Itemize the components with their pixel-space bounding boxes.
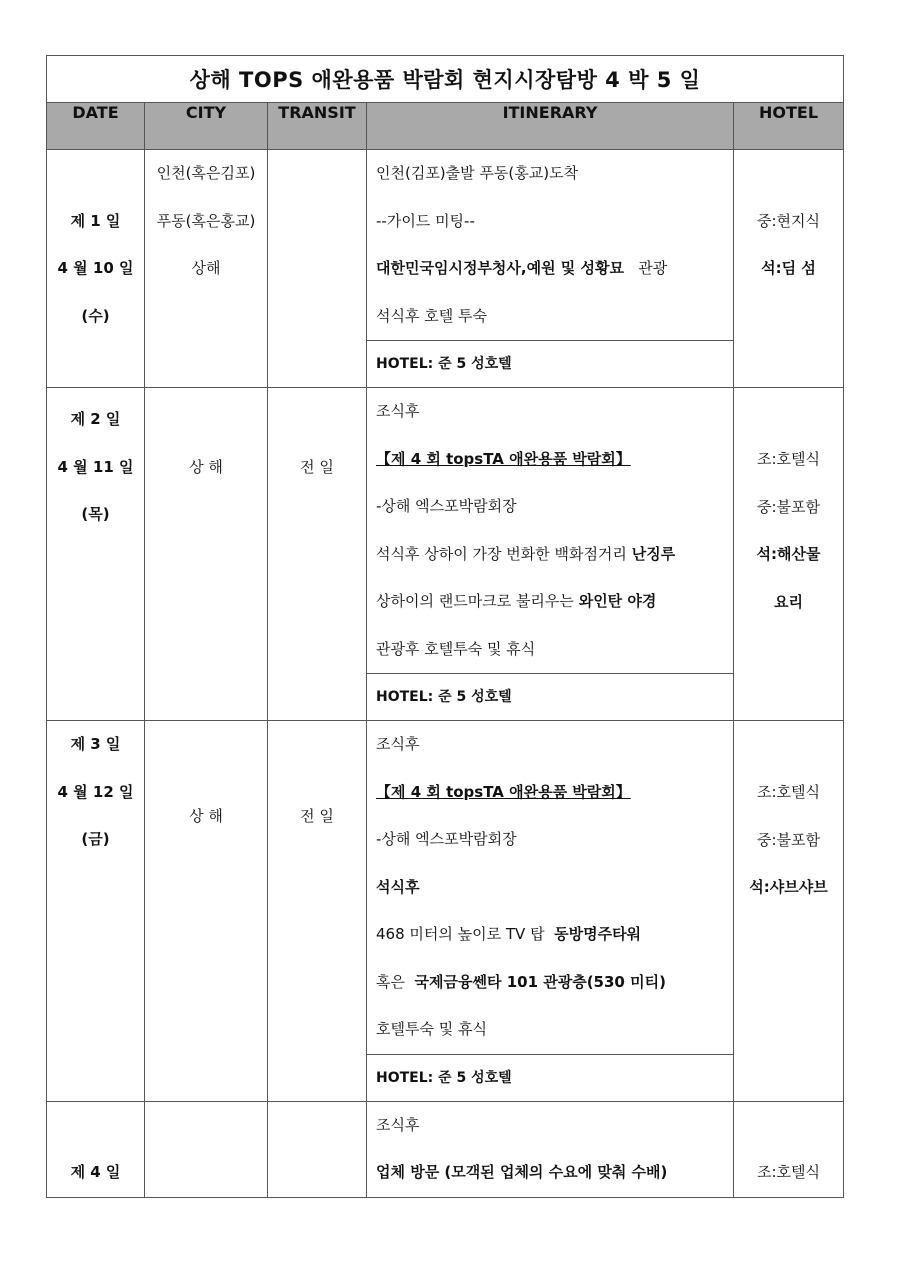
day-4-meals: 조:호텔식 [734, 1101, 844, 1197]
header-row [47, 103, 844, 150]
day-1-itinerary: 인천(김포)출발 푸동(홍교)도착 --가이드 미팅-- 대한민국임시정부청사,예원 및 성황묘 관광 석식후 호텔 투숙 [367, 150, 734, 341]
day-2-hotel-line: HOTEL: 준 5 성호텔 [367, 674, 734, 721]
day-3-meals: 조:호텔식 중:불포함 석:샤브샤브 [734, 721, 844, 1102]
day-2-row [47, 388, 844, 674]
day-1-city: 인천(혹은김포) 푸동(혹은홍교) 상해 [145, 150, 268, 388]
day-3-hotel-line: HOTEL: 준 5 성호텔 [367, 1054, 734, 1101]
day-2-city: 상 해 [145, 388, 268, 721]
day-3-city: 상 해 [145, 721, 268, 1102]
page-title: 상해 TOPS 애완용품 박람회 현지시장탐방 4 박 5 일 [47, 56, 844, 103]
header-itinerary: ITINERARY [367, 103, 734, 150]
day-1-row [47, 150, 844, 341]
day-4-city [145, 1101, 268, 1197]
header-hotel: HOTEL [734, 103, 844, 150]
day-4-date [47, 1101, 145, 1197]
day-3-date [47, 721, 145, 1102]
header-city: CITY [145, 103, 268, 150]
day-2-date-text: 4 월 11 일 [57, 457, 134, 476]
day-1-hotel-line: HOTEL: 준 5 성호텔 [367, 341, 734, 388]
itinerary-table [46, 55, 844, 1198]
day-4-transit [268, 1101, 367, 1197]
day-4-itinerary: 조식후 업체 방문 (모객된 업체의 수요에 맞춰 수배) [367, 1101, 734, 1197]
day-3-weekday: (금) [81, 830, 110, 848]
day-1-date-text: 4 월 10 일 [57, 259, 134, 277]
day-4-row [47, 1101, 844, 1197]
day-4-label: 제 4 일 [70, 1163, 121, 1181]
day-1-label: 제 1 일 [70, 211, 121, 230]
day-1-transit [268, 150, 367, 388]
day-3-date-text: 4 월 12 일 [57, 782, 134, 801]
day-2-date [47, 388, 145, 721]
day-2-transit: 전 일 [268, 388, 367, 721]
day-2-weekday: (목) [81, 505, 110, 523]
header-date: DATE [47, 103, 145, 150]
day-3-transit: 전 일 [268, 721, 367, 1102]
header-transit: TRANSIT [268, 103, 367, 150]
day-2-itinerary: 조식후 【제 4 회 topsTA 애완용품 박람회】 -상해 엑스포박람회장 석식후 상하이 가장 번화한 백화점거리 난징루 상하이의 랜드마크로 불리우는 와인탄 야경 관광후 호텔투숙 및 휴식 [367, 388, 734, 674]
day-3-label: 제 3 일 [70, 735, 121, 753]
day-1-date [47, 150, 145, 388]
expo-title: 【제 4 회 topsTA 애완용품 박람회】 [376, 782, 631, 801]
day-1-weekday: (수) [81, 306, 110, 325]
day-3-row [47, 721, 844, 1055]
expo-title: 【제 4 회 topsTA 애완용품 박람회】 [376, 449, 631, 468]
day-2-label: 제 2 일 [70, 410, 121, 428]
day-3-itinerary: 조식후 【제 4 회 topsTA 애완용품 박람회】 -상해 엑스포박람회장 석식후 468 미터의 높이로 TV 탑 동방명주타워 혹은 국제금융쎈타 101 관광층(530 미티) 호텔투숙 및 휴식 [367, 721, 734, 1055]
day-2-meals: 조:호텔식 중:불포함 석:해산물 요리 [734, 388, 844, 721]
day-1-meals: 중:현지식 석:딤 섬 [734, 150, 844, 388]
